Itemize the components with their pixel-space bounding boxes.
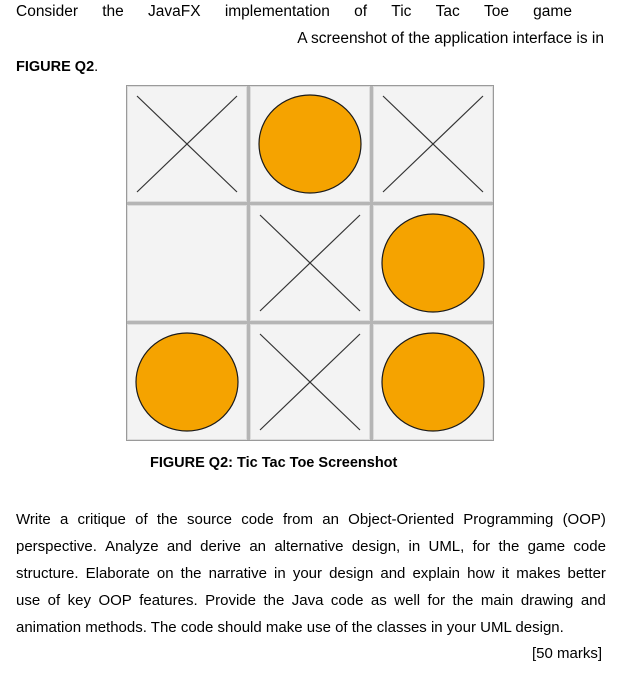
question-word: from <box>283 511 314 528</box>
intro-line-2 <box>16 30 604 48</box>
board-cell-3-2[interactable] <box>250 324 370 440</box>
question-word: Provide <box>205 592 256 609</box>
question-word: the <box>156 511 178 528</box>
question-word: the <box>498 538 520 555</box>
board-cell-3-3[interactable] <box>373 324 493 440</box>
question-word: key <box>67 592 91 609</box>
o-circle <box>382 333 484 431</box>
question-word: explain <box>412 565 461 582</box>
question-line <box>16 533 606 560</box>
question-line: animation methods. The code should make use of the classes in your UML design. <box>16 619 564 636</box>
question-word: for <box>472 538 491 555</box>
question-word: an <box>249 538 267 555</box>
question-word: it <box>501 565 510 582</box>
board-cell-2-2[interactable] <box>250 205 370 321</box>
question-word: UML, <box>428 538 465 555</box>
intro-line-1 <box>16 3 572 21</box>
figure-caption: FIGURE Q2: Tic Tac Toe Screenshot <box>150 455 398 471</box>
question-word: Elaborate <box>85 565 150 582</box>
figure-reference-label: FIGURE Q2 <box>16 59 95 75</box>
o-mark-icon <box>250 86 370 202</box>
question-word: for <box>427 592 446 609</box>
question-word: and <box>166 538 192 555</box>
question-word: makes <box>516 565 561 582</box>
intro-word: the <box>102 3 124 20</box>
question-word: Write <box>16 511 51 528</box>
question-word: the <box>180 565 202 582</box>
board-cell-1-3[interactable] <box>373 86 493 202</box>
question-word: source <box>186 511 233 528</box>
board-cell-2-1[interactable] <box>127 205 247 321</box>
question-word: the <box>263 592 285 609</box>
intro-word: of <box>354 3 368 20</box>
intro-word: implementation <box>224 3 330 20</box>
intro-word: game <box>533 3 572 20</box>
question-word: Object-Oriented <box>348 511 455 528</box>
question-word: of <box>135 511 148 528</box>
question-word: derive <box>200 538 242 555</box>
marks-label: [50 marks] <box>531 645 602 662</box>
question-word: (OOP) <box>562 511 606 528</box>
o-circle <box>259 95 361 193</box>
question-word: how <box>467 565 495 582</box>
question-word: Java <box>291 592 324 609</box>
board-cell-1-2[interactable] <box>250 86 370 202</box>
question-word: Programming <box>463 511 554 528</box>
figure-reference <box>16 58 98 76</box>
question-text <box>16 506 606 641</box>
question-word: the <box>452 592 474 609</box>
intro-word: Tic <box>391 3 412 20</box>
o-circle <box>136 333 238 431</box>
question-line <box>16 587 606 614</box>
question-word: critique <box>77 511 126 528</box>
question-word: Analyze <box>105 538 159 555</box>
question-word: design <box>329 565 374 582</box>
question-word: drawing <box>520 592 574 609</box>
question-word: in <box>408 538 421 555</box>
question-word: structure. <box>16 565 79 582</box>
tic-tac-toe-board <box>127 86 493 440</box>
question-line <box>16 560 606 587</box>
question-word: your <box>292 565 322 582</box>
question-word: main <box>480 592 514 609</box>
question-word: design, <box>351 538 401 555</box>
board-cell-1-1[interactable] <box>127 86 247 202</box>
question-word: well <box>394 592 421 609</box>
o-mark-icon <box>373 324 493 440</box>
intro-word: JavaFX <box>148 3 201 20</box>
question-word: OOP <box>98 592 132 609</box>
question-word: an <box>322 511 339 528</box>
intro-line-2-text: A screenshot of the application interface is in <box>297 30 604 47</box>
x-mark-icon <box>250 205 370 321</box>
intro-word: Consider <box>16 3 79 20</box>
question-word: code <box>241 511 274 528</box>
intro-word: Tac <box>435 3 460 20</box>
o-mark-icon <box>373 205 493 321</box>
question-word: alternative <box>274 538 344 555</box>
figure-reference-period: . <box>94 59 99 75</box>
question-line <box>16 506 606 533</box>
question-word: perspective. <box>16 538 97 555</box>
question-word: code <box>330 592 364 609</box>
o-circle <box>382 214 484 312</box>
intro-word: Toe <box>483 3 509 20</box>
question-word: use <box>16 592 41 609</box>
question-word: as <box>370 592 387 609</box>
board-cell-3-1[interactable] <box>127 324 247 440</box>
question-word: on <box>156 565 174 582</box>
question-word: code <box>573 538 606 555</box>
question-word: narrative <box>208 565 267 582</box>
question-word: of <box>47 592 61 609</box>
question-word: features. <box>139 592 198 609</box>
x-mark-icon <box>127 86 247 202</box>
question-word: a <box>59 511 69 528</box>
question-word: and <box>380 565 406 582</box>
question-word: game <box>527 538 566 555</box>
x-mark-icon <box>250 324 370 440</box>
board-cell-2-3[interactable] <box>373 205 493 321</box>
x-mark-icon <box>373 86 493 202</box>
question-word: in <box>274 565 286 582</box>
o-mark-icon <box>127 324 247 440</box>
question-word: better <box>567 565 606 582</box>
question-word: and <box>580 592 606 609</box>
